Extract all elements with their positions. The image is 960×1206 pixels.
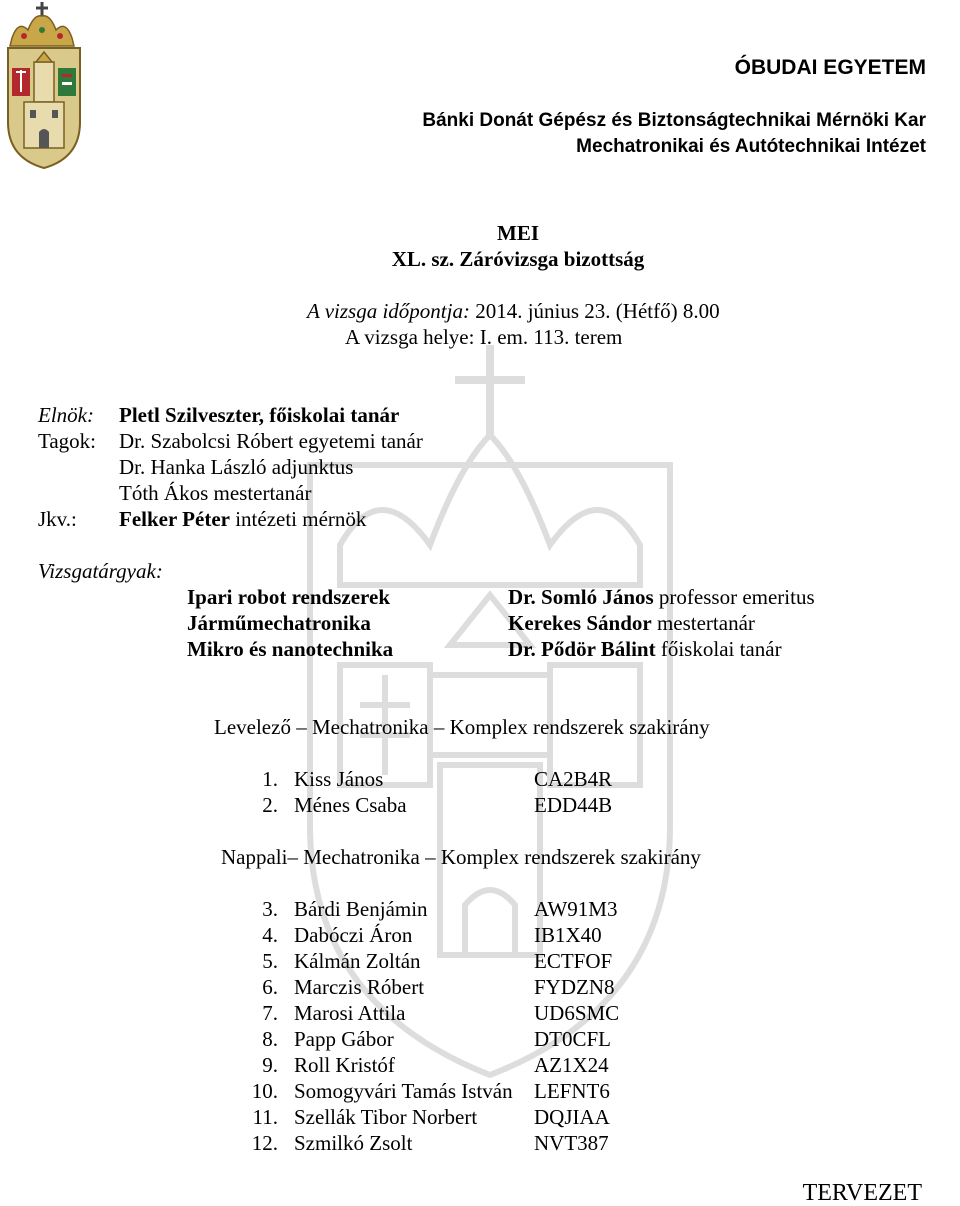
student-code: DQJIAA <box>534 1105 610 1129</box>
student-number: 7. <box>262 1001 278 1025</box>
student-code: NVT387 <box>534 1131 609 1155</box>
student-number: 2. <box>262 793 278 817</box>
chair-name: Pletl Szilveszter, főiskolai tanár <box>119 403 400 427</box>
student-number: 3. <box>262 897 278 921</box>
exam-date-line <box>307 298 720 324</box>
examiner-1-line <box>508 584 815 610</box>
faculty-name: Bánki Donát Gépész és Biztonságtechnikai Mérnöki Kar <box>422 110 926 131</box>
member-3: Tóth Ákos mestertanár <box>119 481 312 505</box>
secretary-label: Jkv.: <box>38 507 77 531</box>
university-crest-icon <box>4 2 86 170</box>
student-code: AW91M3 <box>534 897 618 921</box>
student-code: UD6SMC <box>534 1001 620 1025</box>
student-number: 12. <box>251 1131 278 1155</box>
student-number: 5. <box>262 949 278 973</box>
student-code: DT0CFL <box>534 1027 612 1051</box>
student-name: Somogyvári Tamás István <box>294 1079 513 1103</box>
student-name: Papp Gábor <box>294 1027 394 1051</box>
student-code: ECTFOF <box>534 949 613 973</box>
student-number: 9. <box>262 1053 278 1077</box>
subject-3: Mikro és nanotechnika <box>187 637 394 661</box>
exam-date-value: 2014. június 23. (Hétfő) 8.00 <box>475 299 720 323</box>
student-code: IB1X40 <box>534 923 602 947</box>
institute-name: Mechatronikai és Autótechnikai Intézet <box>576 136 926 157</box>
subject-1: Ipari robot rendszerek <box>187 585 390 609</box>
chair-label: Elnök: <box>38 403 94 427</box>
student-name: Marczis Róbert <box>294 975 425 999</box>
student-code: FYDZN8 <box>534 975 615 999</box>
student-name: Kálmán Zoltán <box>294 949 421 973</box>
student-number: 4. <box>262 923 278 947</box>
student-number: 10. <box>251 1079 278 1103</box>
secretary-name: Felker Péter <box>119 507 230 531</box>
university-name: ÓBUDAI EGYETEM <box>734 56 926 79</box>
members-label: Tagok: <box>38 429 97 453</box>
secretary-line <box>119 506 366 532</box>
student-number: 8. <box>262 1027 278 1051</box>
examiner-3-name: Dr. Pődör Bálint <box>508 637 656 661</box>
group1-heading: Levelező – Mechatronika – Komplex rendszerek szakirány <box>214 715 710 739</box>
exam-date-label: A vizsga időpontja: <box>307 299 470 323</box>
student-code: LEFNT6 <box>534 1079 610 1103</box>
student-name: Roll Kristóf <box>294 1053 395 1077</box>
committee-title: XL. sz. Záróvizsga bizottság <box>391 247 645 271</box>
examiner-1-name: Dr. Somló János <box>508 585 654 609</box>
student-name: Ménes Csaba <box>294 793 407 817</box>
examiner-1-title: professor emeritus <box>658 585 815 609</box>
student-name: Szmilkó Zsolt <box>294 1131 413 1155</box>
student-name: Dabóczi Áron <box>294 923 413 947</box>
committee-code: MEI <box>497 221 539 245</box>
student-code: AZ1X24 <box>534 1053 609 1077</box>
draft-status: TERVEZET <box>802 1180 922 1206</box>
exam-place-value: I. em. 113. terem <box>479 325 623 349</box>
student-number: 6. <box>262 975 278 999</box>
student-code: EDD44B <box>534 793 613 817</box>
member-2: Dr. Hanka László adjunktus <box>119 455 354 479</box>
student-number: 11. <box>252 1105 278 1129</box>
exam-place-label: A vizsga helye: <box>345 325 475 349</box>
student-code: CA2B4R <box>534 767 613 791</box>
group2-heading: Nappali– Mechatronika – Komplex rendszerek szakirány <box>221 845 701 869</box>
student-name: Szellák Tibor Norbert <box>294 1105 478 1129</box>
examiner-2-line <box>508 610 755 636</box>
student-name: Kiss János <box>294 767 384 791</box>
examiner-2-name: Kerekes Sándor <box>508 611 652 635</box>
examiner-3-line <box>508 636 782 662</box>
subjects-label: Vizsgatárgyak: <box>38 559 163 583</box>
member-1: Dr. Szabolcsi Róbert egyetemi tanár <box>119 429 423 453</box>
student-name: Marosi Attila <box>294 1001 406 1025</box>
examiner-2-title: mestertanár <box>656 611 755 635</box>
student-name: Bárdi Benjámin <box>294 897 428 921</box>
student-number: 1. <box>262 767 278 791</box>
subject-2: Járműmechatronika <box>187 611 371 635</box>
exam-place-line <box>345 324 622 350</box>
examiner-3-title: főiskolai tanár <box>660 637 782 661</box>
secretary-title: intézeti mérnök <box>235 507 367 531</box>
